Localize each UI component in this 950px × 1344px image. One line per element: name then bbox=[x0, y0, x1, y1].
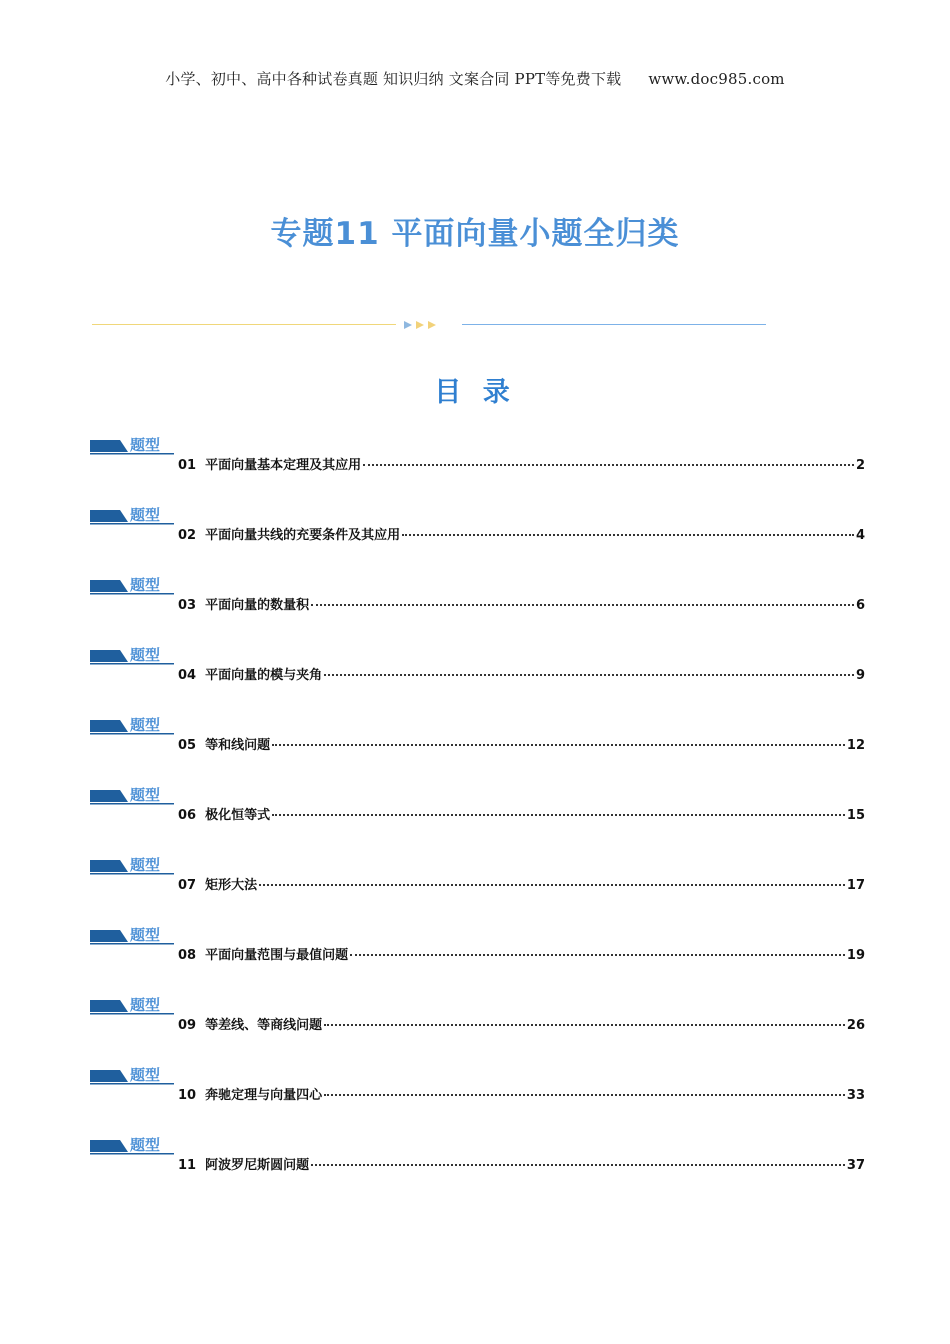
toc-entry[interactable] bbox=[90, 1132, 865, 1202]
toc-entry[interactable] bbox=[90, 432, 865, 502]
toc-entry[interactable] bbox=[90, 572, 865, 642]
toc-page-number[interactable]: 33 bbox=[846, 1088, 865, 1103]
toc-line[interactable] bbox=[178, 944, 865, 963]
toc-line[interactable] bbox=[178, 1014, 865, 1033]
toc-entry[interactable] bbox=[90, 922, 865, 992]
toc-page-number[interactable]: 17 bbox=[846, 878, 865, 893]
toc-page-number[interactable]: 6 bbox=[855, 598, 865, 613]
title-divider bbox=[92, 318, 767, 332]
toc-number: 06 bbox=[178, 808, 197, 823]
badge-label: 题型 bbox=[130, 576, 161, 594]
toc-leader-dots bbox=[259, 884, 845, 886]
badge-label: 题型 bbox=[130, 926, 161, 944]
badge-label: 题型 bbox=[130, 856, 161, 874]
toc-title[interactable]: 等差线、等商线问题 bbox=[205, 1018, 323, 1033]
badge-label: 题型 bbox=[130, 786, 161, 804]
toc-page-number[interactable]: 4 bbox=[855, 528, 865, 543]
toc-page-number[interactable]: 9 bbox=[855, 668, 865, 683]
topic-type-badge-icon bbox=[90, 782, 174, 808]
toc-leader-dots bbox=[402, 534, 854, 536]
badge-label: 题型 bbox=[130, 1136, 161, 1154]
toc-title[interactable]: 平面向量共线的充要条件及其应用 bbox=[205, 528, 401, 543]
topic-type-badge-icon bbox=[90, 852, 174, 878]
toc-leader-dots bbox=[272, 744, 845, 746]
toc-leader-dots bbox=[350, 954, 845, 956]
toc-title[interactable]: 奔驰定理与向量四心 bbox=[205, 1088, 323, 1103]
toc-number: 04 bbox=[178, 668, 197, 683]
toc-entry[interactable] bbox=[90, 852, 865, 922]
toc-line[interactable] bbox=[178, 454, 865, 473]
toc-title[interactable]: 平面向量的模与夹角 bbox=[205, 668, 323, 683]
badge-label: 题型 bbox=[130, 646, 161, 664]
toc-entry[interactable] bbox=[90, 642, 865, 712]
toc-title[interactable]: 平面向量的数量积 bbox=[205, 598, 310, 613]
toc-title[interactable]: 矩形大法 bbox=[205, 878, 258, 893]
toc-number: 01 bbox=[178, 458, 197, 473]
toc-number: 05 bbox=[178, 738, 197, 753]
badge-label: 题型 bbox=[130, 716, 161, 734]
topic-type-badge-icon bbox=[90, 712, 174, 738]
divider-left-line bbox=[92, 324, 396, 325]
toc-page-number[interactable]: 37 bbox=[846, 1158, 865, 1173]
toc-page-number[interactable]: 2 bbox=[855, 458, 865, 473]
topic-type-badge-icon bbox=[90, 1062, 174, 1088]
toc-line[interactable] bbox=[178, 1084, 865, 1103]
toc-leader-dots bbox=[324, 1094, 845, 1096]
toc-title[interactable]: 阿波罗尼斯圆问题 bbox=[205, 1158, 310, 1173]
badge-label: 题型 bbox=[130, 1066, 161, 1084]
toc-number: 02 bbox=[178, 528, 197, 543]
toc-number: 10 bbox=[178, 1088, 197, 1103]
toc-number: 11 bbox=[178, 1158, 197, 1173]
toc-number: 03 bbox=[178, 598, 197, 613]
table-of-contents bbox=[90, 432, 865, 1202]
toc-number: 07 bbox=[178, 878, 197, 893]
toc-page-number[interactable]: 12 bbox=[846, 738, 865, 753]
topic-type-badge-icon bbox=[90, 572, 174, 598]
badge-label: 题型 bbox=[130, 506, 161, 524]
toc-leader-dots bbox=[272, 814, 845, 816]
badge-label: 题型 bbox=[130, 996, 161, 1014]
badge-label: 题型 bbox=[130, 436, 161, 454]
toc-line[interactable] bbox=[178, 664, 865, 683]
toc-line[interactable] bbox=[178, 524, 865, 543]
toc-leader-dots bbox=[311, 604, 854, 606]
triple-arrow-icon bbox=[402, 318, 452, 332]
toc-line[interactable] bbox=[178, 594, 865, 613]
topic-type-badge-icon bbox=[90, 642, 174, 668]
toc-entry[interactable] bbox=[90, 1062, 865, 1132]
toc-line[interactable] bbox=[178, 804, 865, 823]
toc-entry[interactable] bbox=[90, 502, 865, 572]
toc-title[interactable]: 平面向量范围与最值问题 bbox=[205, 948, 349, 963]
toc-page-number[interactable]: 26 bbox=[846, 1018, 865, 1033]
toc-number: 08 bbox=[178, 948, 197, 963]
toc-entry[interactable] bbox=[90, 712, 865, 782]
toc-line[interactable] bbox=[178, 1154, 865, 1173]
page-header bbox=[0, 68, 950, 89]
toc-title[interactable]: 极化恒等式 bbox=[205, 808, 271, 823]
topic-type-badge-icon bbox=[90, 432, 174, 458]
toc-page-number[interactable]: 15 bbox=[846, 808, 865, 823]
topic-type-badge-icon bbox=[90, 992, 174, 1018]
toc-line[interactable] bbox=[178, 734, 865, 753]
topic-type-badge-icon bbox=[90, 1132, 174, 1158]
toc-entry[interactable] bbox=[90, 992, 865, 1062]
document-title: 专题11 平面向量小题全归类 bbox=[270, 216, 680, 252]
toc-leader-dots bbox=[311, 1164, 845, 1166]
toc-leader-dots bbox=[324, 674, 854, 676]
toc-leader-dots bbox=[324, 1024, 845, 1026]
topic-type-badge-icon bbox=[90, 502, 174, 528]
header-site-link[interactable]: www.doc985.com bbox=[648, 70, 785, 88]
toc-heading: 目 录 bbox=[434, 377, 516, 408]
divider-right-line bbox=[462, 324, 766, 325]
toc-number: 09 bbox=[178, 1018, 197, 1033]
toc-page-number[interactable]: 19 bbox=[846, 948, 865, 963]
toc-title[interactable]: 等和线问题 bbox=[205, 738, 271, 753]
toc-leader-dots bbox=[363, 464, 854, 466]
toc-line[interactable] bbox=[178, 874, 865, 893]
header-text: 小学、初中、高中各种试卷真题 知识归纳 文案合同 PPT等免费下载 bbox=[165, 70, 622, 88]
toc-title[interactable]: 平面向量基本定理及其应用 bbox=[205, 458, 362, 473]
topic-type-badge-icon bbox=[90, 922, 174, 948]
toc-entry[interactable] bbox=[90, 782, 865, 852]
